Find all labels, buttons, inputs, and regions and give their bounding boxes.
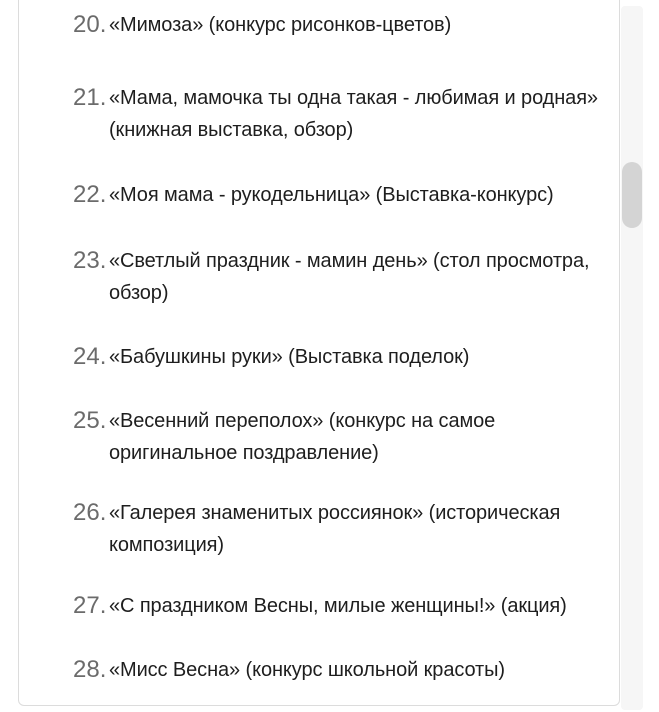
item-number: 27. bbox=[73, 592, 107, 619]
item-number: 20. bbox=[73, 11, 107, 38]
item-text: «С праздником Весны, милые женщины!» (акция) bbox=[109, 595, 567, 617]
item-text: «Весенний переполох» (конкурс на самое оригинальное поздравление) bbox=[109, 410, 496, 464]
list-item bbox=[73, 590, 613, 622]
list-item bbox=[73, 179, 613, 211]
list-item bbox=[73, 405, 613, 469]
vertical-scrollbar[interactable] bbox=[621, 6, 643, 710]
item-text: «Бабушкины руки» (Выставка поделок) bbox=[109, 346, 470, 368]
item-text: «Мисс Весна» (конкурс школьной красоты) bbox=[109, 659, 505, 681]
item-number: 25. bbox=[73, 407, 107, 434]
item-number: 22. bbox=[73, 181, 107, 208]
content-frame bbox=[18, 0, 620, 706]
list-item bbox=[73, 654, 613, 686]
item-number: 23. bbox=[73, 247, 107, 274]
list-item bbox=[73, 9, 613, 41]
item-text: «Мимоза» (конкурс рисонков-цветов) bbox=[109, 14, 452, 36]
scrollbar-thumb[interactable] bbox=[622, 162, 642, 228]
list-item bbox=[73, 245, 613, 309]
item-text: «Светлый праздник - мамин день» (стол просмотра, обзор) bbox=[109, 250, 590, 304]
item-number: 26. bbox=[73, 499, 107, 526]
item-text: «Моя мама - рукодельница» (Выставка-конкурс) bbox=[109, 184, 554, 206]
list-item bbox=[73, 497, 613, 561]
item-text: «Мама, мамочка ты одна такая - любимая и родная» (книжная выставка, обзор) bbox=[109, 87, 598, 141]
item-text: «Галерея знаменитых россиянок» (историческая композиция) bbox=[109, 502, 561, 556]
list-item bbox=[73, 82, 613, 146]
list-item bbox=[73, 341, 613, 373]
item-number: 28. bbox=[73, 656, 107, 683]
item-number: 21. bbox=[73, 84, 107, 111]
item-number: 24. bbox=[73, 343, 107, 370]
